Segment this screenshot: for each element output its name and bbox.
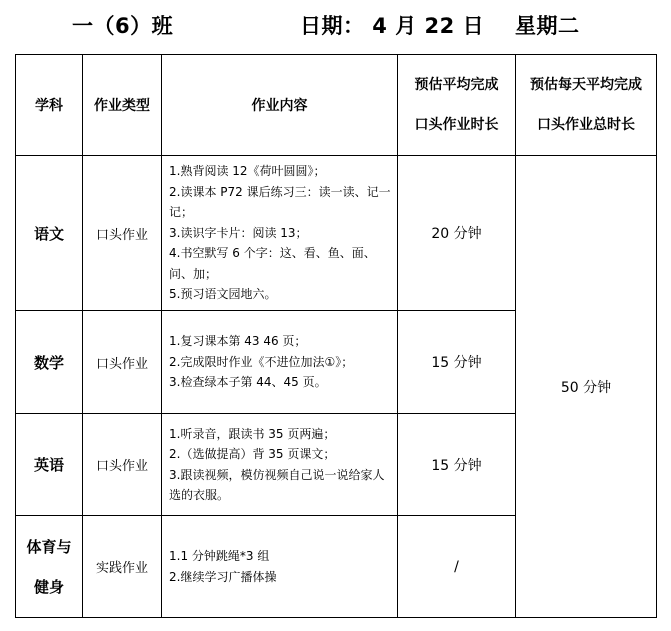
header-daily-total <box>516 55 657 156</box>
type-cell: 口头作业 <box>83 311 162 414</box>
type-cell: 口头作业 <box>83 156 162 311</box>
weekday-label: 星期二 <box>515 14 580 38</box>
content-line: 2.读课本 P72 课后练习三：读一读、记一记； <box>169 184 391 220</box>
time-cell: 15 分钟 <box>398 311 516 414</box>
time-cell: / <box>398 516 516 618</box>
content-line: 1.1 分钟跳绳*3 组 <box>169 549 270 563</box>
subject-cell: 英语 <box>16 414 83 516</box>
header-daily-total-line2: 口头作业总时长 <box>537 117 635 133</box>
type-cell: 实践作业 <box>83 516 162 618</box>
header-content: 作业内容 <box>162 55 398 156</box>
content-line: 1.听录音，跟读书 35 页两遍； <box>169 426 336 441</box>
subject-line1: 体育与 <box>26 537 72 556</box>
content-line: 1.熟背阅读 12《荷叶圆圆》； <box>169 164 326 179</box>
date-label: 日期： 4 月 22 日 <box>300 14 485 38</box>
header-avg-time <box>398 55 516 156</box>
header-daily-total-line1: 预估每天平均完成 <box>530 77 642 93</box>
table-row <box>16 156 657 311</box>
subject-cell <box>16 516 83 618</box>
content-line: 4.书空默写 6 个字：这、看、鱼、面、问、加； <box>169 246 376 281</box>
time-cell: 20 分钟 <box>398 156 516 311</box>
header-subject: 学科 <box>16 55 83 156</box>
content-line: 3.检查绿本子第 44、45 页。 <box>169 375 327 390</box>
table-header-row <box>16 55 657 156</box>
content-line: 2.继续学习广播体操 <box>169 569 277 584</box>
subject-cell: 数学 <box>16 311 83 414</box>
content-line: 3.读识字卡片：阅读 13； <box>169 225 308 240</box>
content-cell <box>162 311 398 414</box>
content-cell <box>162 414 398 516</box>
type-cell: 口头作业 <box>83 414 162 516</box>
content-line: 3.跟读视频，模仿视频自己说一说给家人选的衣服。 <box>169 467 385 502</box>
header-type: 作业类型 <box>83 55 162 156</box>
content-line: 2.完成限时作业《不进位加法①》； <box>169 354 354 369</box>
content-line: 1.复习课本第 43 46 页； <box>169 334 307 349</box>
class-name: 一（6）班 <box>72 14 174 38</box>
daily-total-cell: 50 分钟 <box>516 156 657 618</box>
page-header <box>0 10 671 38</box>
header-avg-time-line2: 口头作业时长 <box>414 117 499 133</box>
header-avg-time-line1: 预估平均完成 <box>414 77 499 93</box>
subject-line2: 健身 <box>33 577 64 596</box>
content-cell <box>162 516 398 618</box>
time-cell: 15 分钟 <box>398 414 516 516</box>
subject-cell: 语文 <box>16 156 83 311</box>
content-cell <box>162 156 398 311</box>
homework-table <box>15 54 657 618</box>
content-line: 5.预习语文园地六。 <box>169 287 277 302</box>
content-line: 2.（选做提高）背 35 页课文； <box>169 447 336 461</box>
